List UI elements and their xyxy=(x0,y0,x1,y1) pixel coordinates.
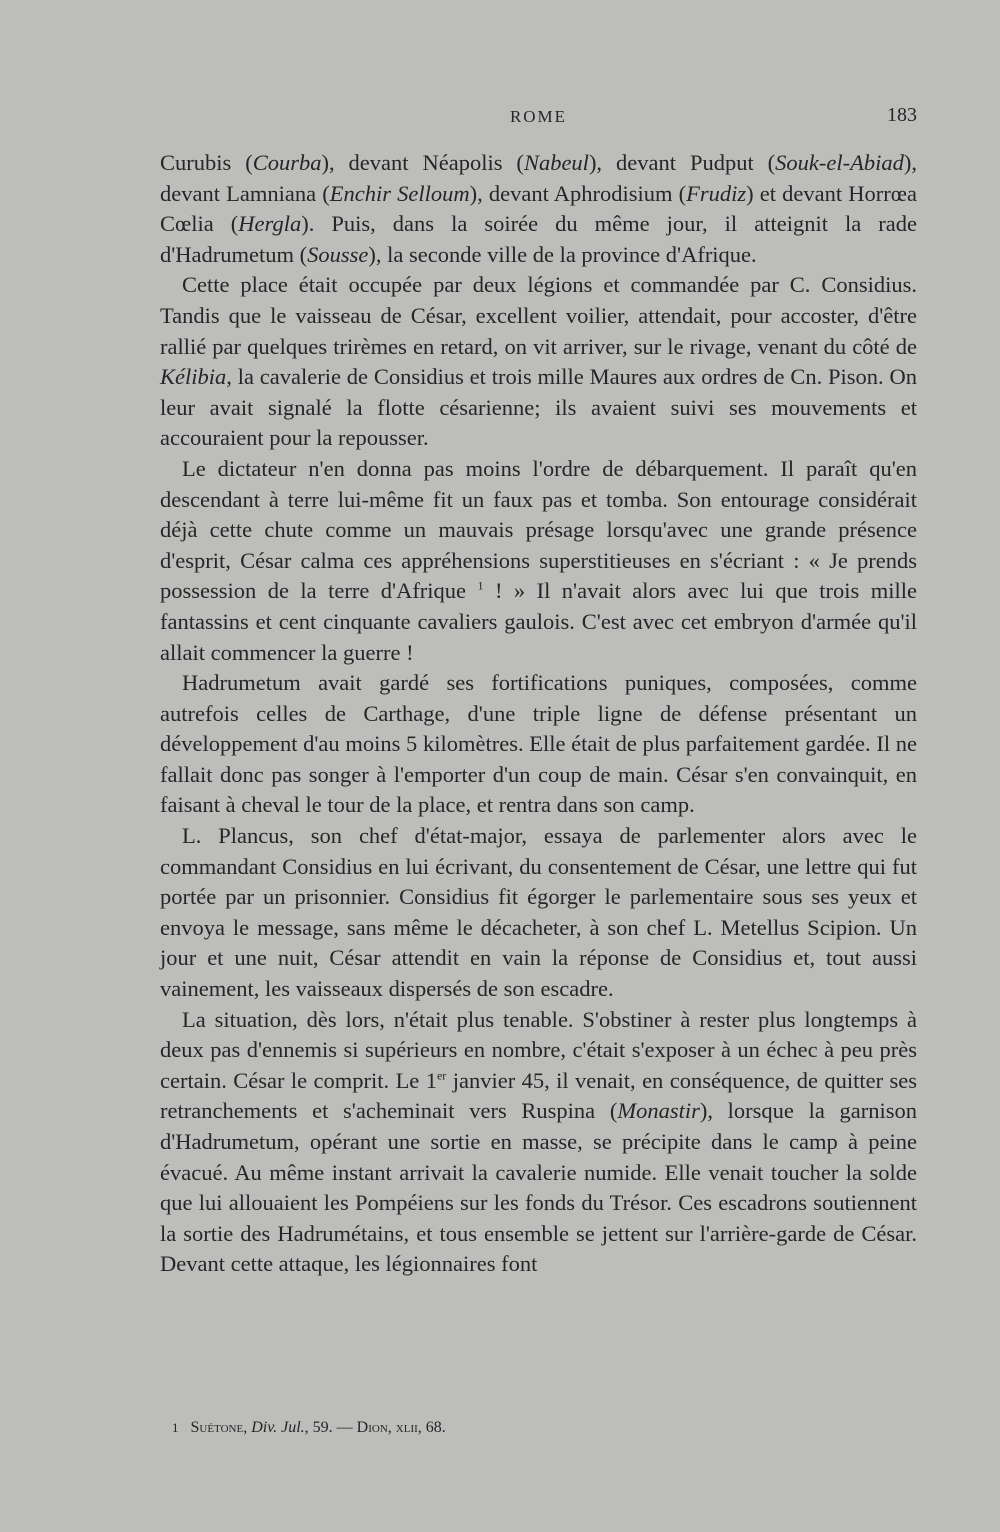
italic-text: Enchir Selloum xyxy=(329,180,470,206)
text-run: , xyxy=(243,1419,252,1436)
italic-text: Kélibia xyxy=(160,364,227,390)
footnotes xyxy=(172,1417,917,1439)
italic-text: Frudiz xyxy=(686,180,747,206)
footnote-marker: 1 xyxy=(172,1420,179,1435)
body-text xyxy=(160,148,917,1280)
text-run: ). Puis, dans la soirée du même jour, il atteignit la rade d'Hadrumetum ( xyxy=(160,211,917,267)
text-run: ), devant Pudput ( xyxy=(588,150,776,175)
text-run: , 68. xyxy=(417,1419,446,1436)
italic-text: Div. Jul. xyxy=(251,1419,305,1436)
italic-text: Nabeul xyxy=(523,150,589,175)
text-run: janvier 45, il venait, en conséquence, de quitter ses retranchements et s'acheminait vers Ruspina ( xyxy=(160,1067,917,1124)
text-run: ), devant Aphrodisium ( xyxy=(469,180,687,206)
footnote-text xyxy=(191,1419,446,1436)
text-run: ), la seconde ville de la province d'Afrique. xyxy=(368,241,757,267)
text-run: Le dictateur n'en donna pas moins l'ordre de débarquement. Il paraît qu'en descendant à terre lui-même fit un faux pas et tomba. Son entourage considérait déjà cette chute comme un mauvais présage lorsqu'avec une grande présence d'esprit, César calma ces appréhensions superstitieuses en s'écriant : « Je prends possession de la terre d'Afrique xyxy=(160,455,917,604)
text-run: La situation, dès lors, n'était plus tenable. S'obstiner à rester plus longtemps à deux pas d'ennemis si supérieurs en nombre, c'était s'exposer à un échec à peu près certain. César le comprit. Le 1 xyxy=(160,1006,917,1093)
page-number: 183 xyxy=(887,104,917,126)
text-run: Hadrumetum avait gardé ses fortifications puniques, composées, comme autrefois celles de Carthage, d'une triple ligne de défense présentant un développement d'au moins 5 kilomètres. Elle était de plus parfaitement gardée. Il ne fallait donc pas songer à l'emporter d'un coup de main. César s'en convainquit, en faisant à cheval le tour de la place, et rentra dans son camp. xyxy=(160,670,917,818)
text-run: ), devant Néapolis ( xyxy=(321,150,524,175)
paragraph xyxy=(160,270,917,454)
text-run: Curubis ( xyxy=(160,150,253,175)
small-caps-text: Suétone xyxy=(190,1419,244,1436)
paragraph xyxy=(160,454,917,668)
text-run: , 59. — xyxy=(304,1419,357,1436)
text-run: ), devant Lamniana ( xyxy=(160,150,918,206)
italic-text: Sousse xyxy=(307,241,369,267)
text-run: ! » Il n'avait alors avec lui que trois mille fantassins et cent cinquante cavaliers gaulois. C'est avec cet embryon d'armée qu'il allait commencer la guerre ! xyxy=(160,578,917,665)
italic-text: Hergla xyxy=(238,211,302,237)
paragraph xyxy=(160,821,917,1005)
small-caps-text: xlii xyxy=(395,1419,418,1436)
text-run: , xyxy=(387,1419,396,1436)
text-run: , la cavalerie de Considius et trois mille Maures aux ordres de Cn. Pison. On leur avait signalé la flotte césarienne; ils avaient suivi ses mouvements et accouraient pour la repousser. xyxy=(160,364,917,451)
italic-text: Monastir xyxy=(617,1098,700,1124)
text-run: ) et devant Horrœa Cœlia ( xyxy=(160,180,917,237)
text-run: Cette place était occupée par deux légions et commandée par C. Considius. Tandis que le vaisseau de César, excellent voilier, attendait, pour accoster, d'être rallié par quelques trirèmes en retard, on vit arriver, sur le rivage, venant du côté de xyxy=(160,272,917,359)
small-caps-text: Dion xyxy=(356,1419,388,1436)
running-title: ROME xyxy=(509,107,568,126)
page-header xyxy=(160,104,917,134)
italic-text: Souk-el-Abiad xyxy=(775,150,904,175)
superscript: 1 xyxy=(477,578,484,593)
paragraph xyxy=(160,1005,917,1280)
paragraph xyxy=(160,148,917,270)
superscript: er xyxy=(436,1068,447,1083)
paragraph xyxy=(160,668,917,821)
text-run: L. Plancus, son chef d'état-major, essaya de parlementer alors avec le commandant Considius en lui écrivant, du consentement de César, une lettre qui fut portée par un prisonnier. Considius fit égorger le parlementaire sous ses yeux et envoya le message, sans même le décacheter, à son chef L. Metellus Scipion. Un jour et une nuit, César attendit en vain la réponse de Considius et, tout aussi vainement, les vaisseaux dispersés de son escadre. xyxy=(160,823,917,1002)
text-run: ), lorsque la garnison d'Hadrumetum, opérant une sortie en masse, se précipite dans le camp à peine évacué. Au même instant arrivait la cavalerie numide. Elle venait toucher la solde que lui allouaient les Pompéiens sur les fonds du Trésor. Ces escadrons soutiennent la sortie des Hadrumétains, et tous ensemble se jettent sur l'arrière-garde de César. Devant cette attaque, les légionnaires font xyxy=(160,1098,917,1277)
italic-text: Courba xyxy=(252,150,322,175)
